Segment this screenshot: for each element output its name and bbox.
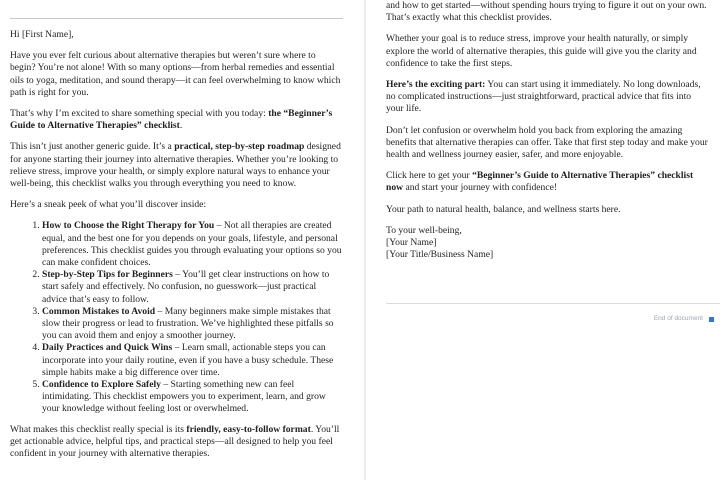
list-item-title: How to Choose the Right Therapy for You [42, 220, 215, 232]
format-paragraph [10, 424, 343, 461]
exciting-part-paragraph [386, 79, 708, 116]
list-item [42, 269, 343, 306]
closing-paragraph: Your path to natural health, balance, and wellness starts here. [386, 203, 621, 215]
format-bold: friendly, easy-to-follow format [186, 423, 311, 435]
announcement-text: That’s why I’m excited to share something special with you today: [10, 108, 269, 120]
page-bottom-rule [386, 303, 720, 304]
call-to-action-paragraph [386, 170, 708, 194]
cta-bold: “Beginner’s Guide to Alternative Therapies” checklist now [386, 170, 694, 194]
list-item-title: Daily Practices and Quick Wins [42, 342, 173, 354]
list-item [42, 306, 343, 343]
end-of-document-marker [654, 313, 714, 325]
list-item-title: Step-by-Step Tips for Beginners [42, 269, 173, 281]
list-item-text: – Not all therapies are created equal, and the best one for you depends on your goals, lifestyle, and personal preferences. This checklist guides you through evaluating your options so you can make confident choices. [42, 220, 342, 269]
benefits-list [10, 220, 343, 415]
page-top-rule [10, 18, 343, 19]
format-text-start: What makes this checklist really special is its [10, 423, 187, 435]
list-item-title: Confidence to Explore Safely [42, 379, 161, 391]
list-item [42, 220, 343, 269]
announcement-paragraph [10, 108, 343, 132]
left-column [10, 29, 343, 469]
roadmap-paragraph [10, 141, 343, 190]
exciting-part-text: You can start using it immediately. No long downloads, no complicated instructions—just straightforward, practical advice that fits into your life. [386, 79, 701, 115]
goal-paragraph: Whether your goal is to reduce stress, improve your health naturally, or simply explore the world of alternative therapies, this guide will give you the clarity and confidence to take the first steps. [386, 33, 697, 69]
sneak-peek-paragraph: Here’s a sneak peek of what you’ll discover inside: [10, 199, 207, 211]
intro-paragraph: Have you ever felt curious about alternative therapies but weren’t sure where to begin? You’re not alone! With so many options—from herbal remedies and essential oils to yoga, meditation, and sound therapy—it can feel overwhelming to know which path is right for you. [10, 50, 341, 98]
sender-title: [Your Title/Business Name] [386, 249, 494, 261]
list-item [42, 379, 343, 416]
format-text-end: . You’ll get actionable advice, helpful tips, and practical steps—all designed to help you feel confident in your journey with alternative therapies. [10, 423, 340, 460]
document-page-right [366, 0, 720, 480]
right-column [386, 0, 708, 261]
cta-text-start: Click here to get your [386, 170, 473, 182]
greeting: Hi [First Name], [10, 29, 74, 40]
list-item-text: – You’ll get clear instructions on how to start safely and effectively. No confusion, no guesswork—just practical advice that’s easy to follow. [42, 269, 330, 305]
list-item-title: Common Mistakes to Avoid [42, 305, 156, 317]
list-item-text: – Many beginners make simple mistakes that slow their progress or lead to frustration. We’ve highlighted these pitfalls so you can avoid them and enjoy a smoother journey. [42, 305, 334, 342]
end-of-document-label: End of document [653, 315, 703, 322]
list-item-text: – Learn small, actionable steps you can incorporate into your daily routine, even if you have a busy schedule. These simple habits make a big difference over time. [42, 342, 334, 378]
announcement-end: . [179, 120, 183, 132]
sign-off: To your well-being, [386, 224, 462, 236]
signature-block [386, 225, 708, 262]
continuation-paragraph: and how to get started—without spending hours trying to figure it out on your own. That’s exactly what this checklist provides. [386, 0, 707, 24]
cta-text-end: and start your journey with confidence! [403, 182, 558, 194]
end-marker-square-icon [709, 317, 714, 322]
sender-name: [Your Name] [386, 237, 437, 249]
exciting-part-bold: Here’s the exciting part: [386, 79, 486, 91]
list-item [42, 342, 343, 379]
list-item-text: – Starting something new can feel intimidating. This checklist empowers you to experiment, learn, and grow your knowledge without feeling lost or overwhelmed. [42, 379, 326, 415]
roadmap-bold: practical, step-by-step roadmap [174, 141, 305, 153]
encouragement-paragraph: Don’t let confusion or overwhelm hold you back from exploring the amazing benefits that alternative therapies can offer. Take that first step today and make your health and wellness journey easier, safer, and more enjoyable. [386, 124, 708, 161]
roadmap-text-end: designed for anyone starting their journey into alternative therapies. Whether you’re looking to relieve stress, improve your health, or simply explore natural ways to enhance your well-being, this checklist walks you through everything you need to know. [10, 141, 341, 190]
roadmap-text-start: This isn’t just another generic guide. It’s a [10, 141, 175, 153]
checklist-title-bold: the “Beginner’s Guide to Alternative Therapies” checklist [10, 108, 333, 132]
